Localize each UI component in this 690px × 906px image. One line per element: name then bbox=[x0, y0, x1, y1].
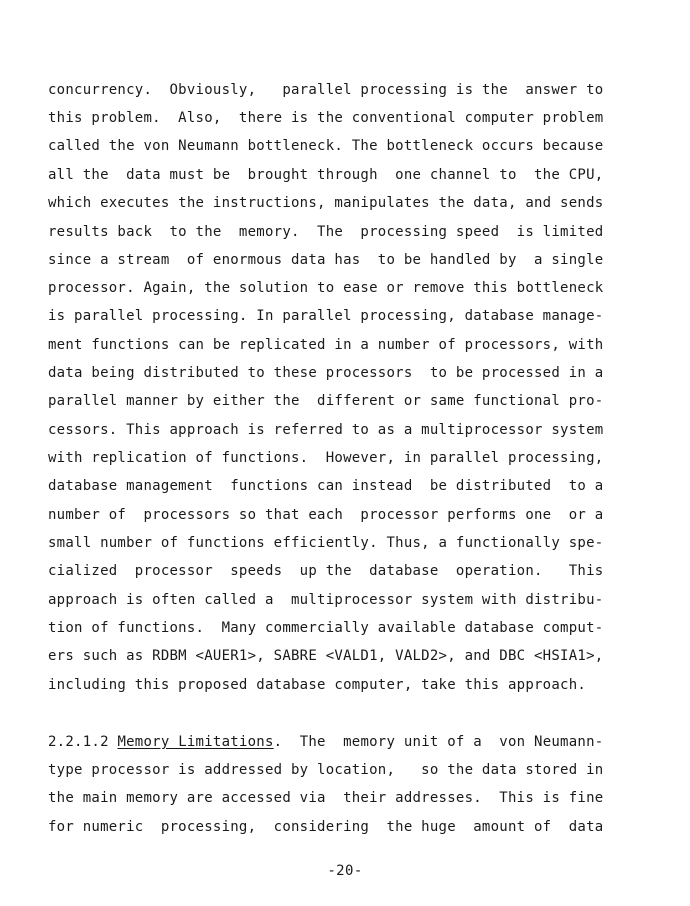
section-heading-line bbox=[48, 732, 620, 752]
section-heading-text: . The memory unit of a von Neumann- bbox=[273, 734, 604, 750]
text-line: with replication of functions. However, in parallel processing, bbox=[48, 450, 604, 466]
text-line: database management functions can instead be distributed to a bbox=[48, 478, 604, 494]
text-line: for numeric processing, considering the huge amount of data bbox=[48, 819, 604, 835]
text-line: processor. Again, the solution to ease or remove this bottleneck bbox=[48, 280, 604, 296]
text-line: approach is often called a multiprocessor system with distribu- bbox=[48, 592, 604, 608]
text-line: results back to the memory. The processing speed is limited bbox=[48, 224, 604, 240]
text-line: all the data must be brought through one channel to the CPU, bbox=[48, 167, 604, 183]
text-line: the main memory are accessed via their addresses. This is fine bbox=[48, 790, 604, 806]
text-line: which executes the instructions, manipulates the data, and sends bbox=[48, 195, 604, 211]
text-line: this problem. Also, there is the conventional computer problem bbox=[48, 110, 604, 126]
text-line: type processor is addressed by location, so the data stored in bbox=[48, 762, 604, 778]
text-line: since a stream of enormous data has to be handled by a single bbox=[48, 252, 604, 268]
text-line: small number of functions efficiently. Thus, a functionally spe- bbox=[48, 535, 604, 551]
section-number: 2.2.1.2 bbox=[48, 734, 118, 750]
text-line: ers such as RDBM <AUER1>, SABRE <VALD1, VALD2>, and DBC <HSIA1>, bbox=[48, 648, 604, 664]
text-line: cialized processor speeds up the database operation. This bbox=[48, 563, 604, 579]
text-line: parallel manner by either the different or same functional pro- bbox=[48, 393, 604, 409]
text-line: called the von Neumann bottleneck. The bottleneck occurs because bbox=[48, 138, 604, 154]
text-line: tion of functions. Many commercially available database comput- bbox=[48, 620, 604, 636]
text-line: ment functions can be replicated in a number of processors, with bbox=[48, 337, 604, 353]
text-line: data being distributed to these processors to be processed in a bbox=[48, 365, 604, 381]
page-number: -20- bbox=[327, 863, 363, 879]
text-line: concurrency. Obviously, parallel processing is the answer to bbox=[48, 82, 604, 98]
text-line: number of processors so that each processor performs one or a bbox=[48, 507, 604, 523]
text-line: including this proposed database computer, take this approach. bbox=[48, 677, 587, 693]
text-line: is parallel processing. In parallel processing, database manage- bbox=[48, 308, 604, 324]
text-line: cessors. This approach is referred to as a multiprocessor system bbox=[48, 422, 604, 438]
section-title: Memory Limitations bbox=[117, 734, 274, 750]
